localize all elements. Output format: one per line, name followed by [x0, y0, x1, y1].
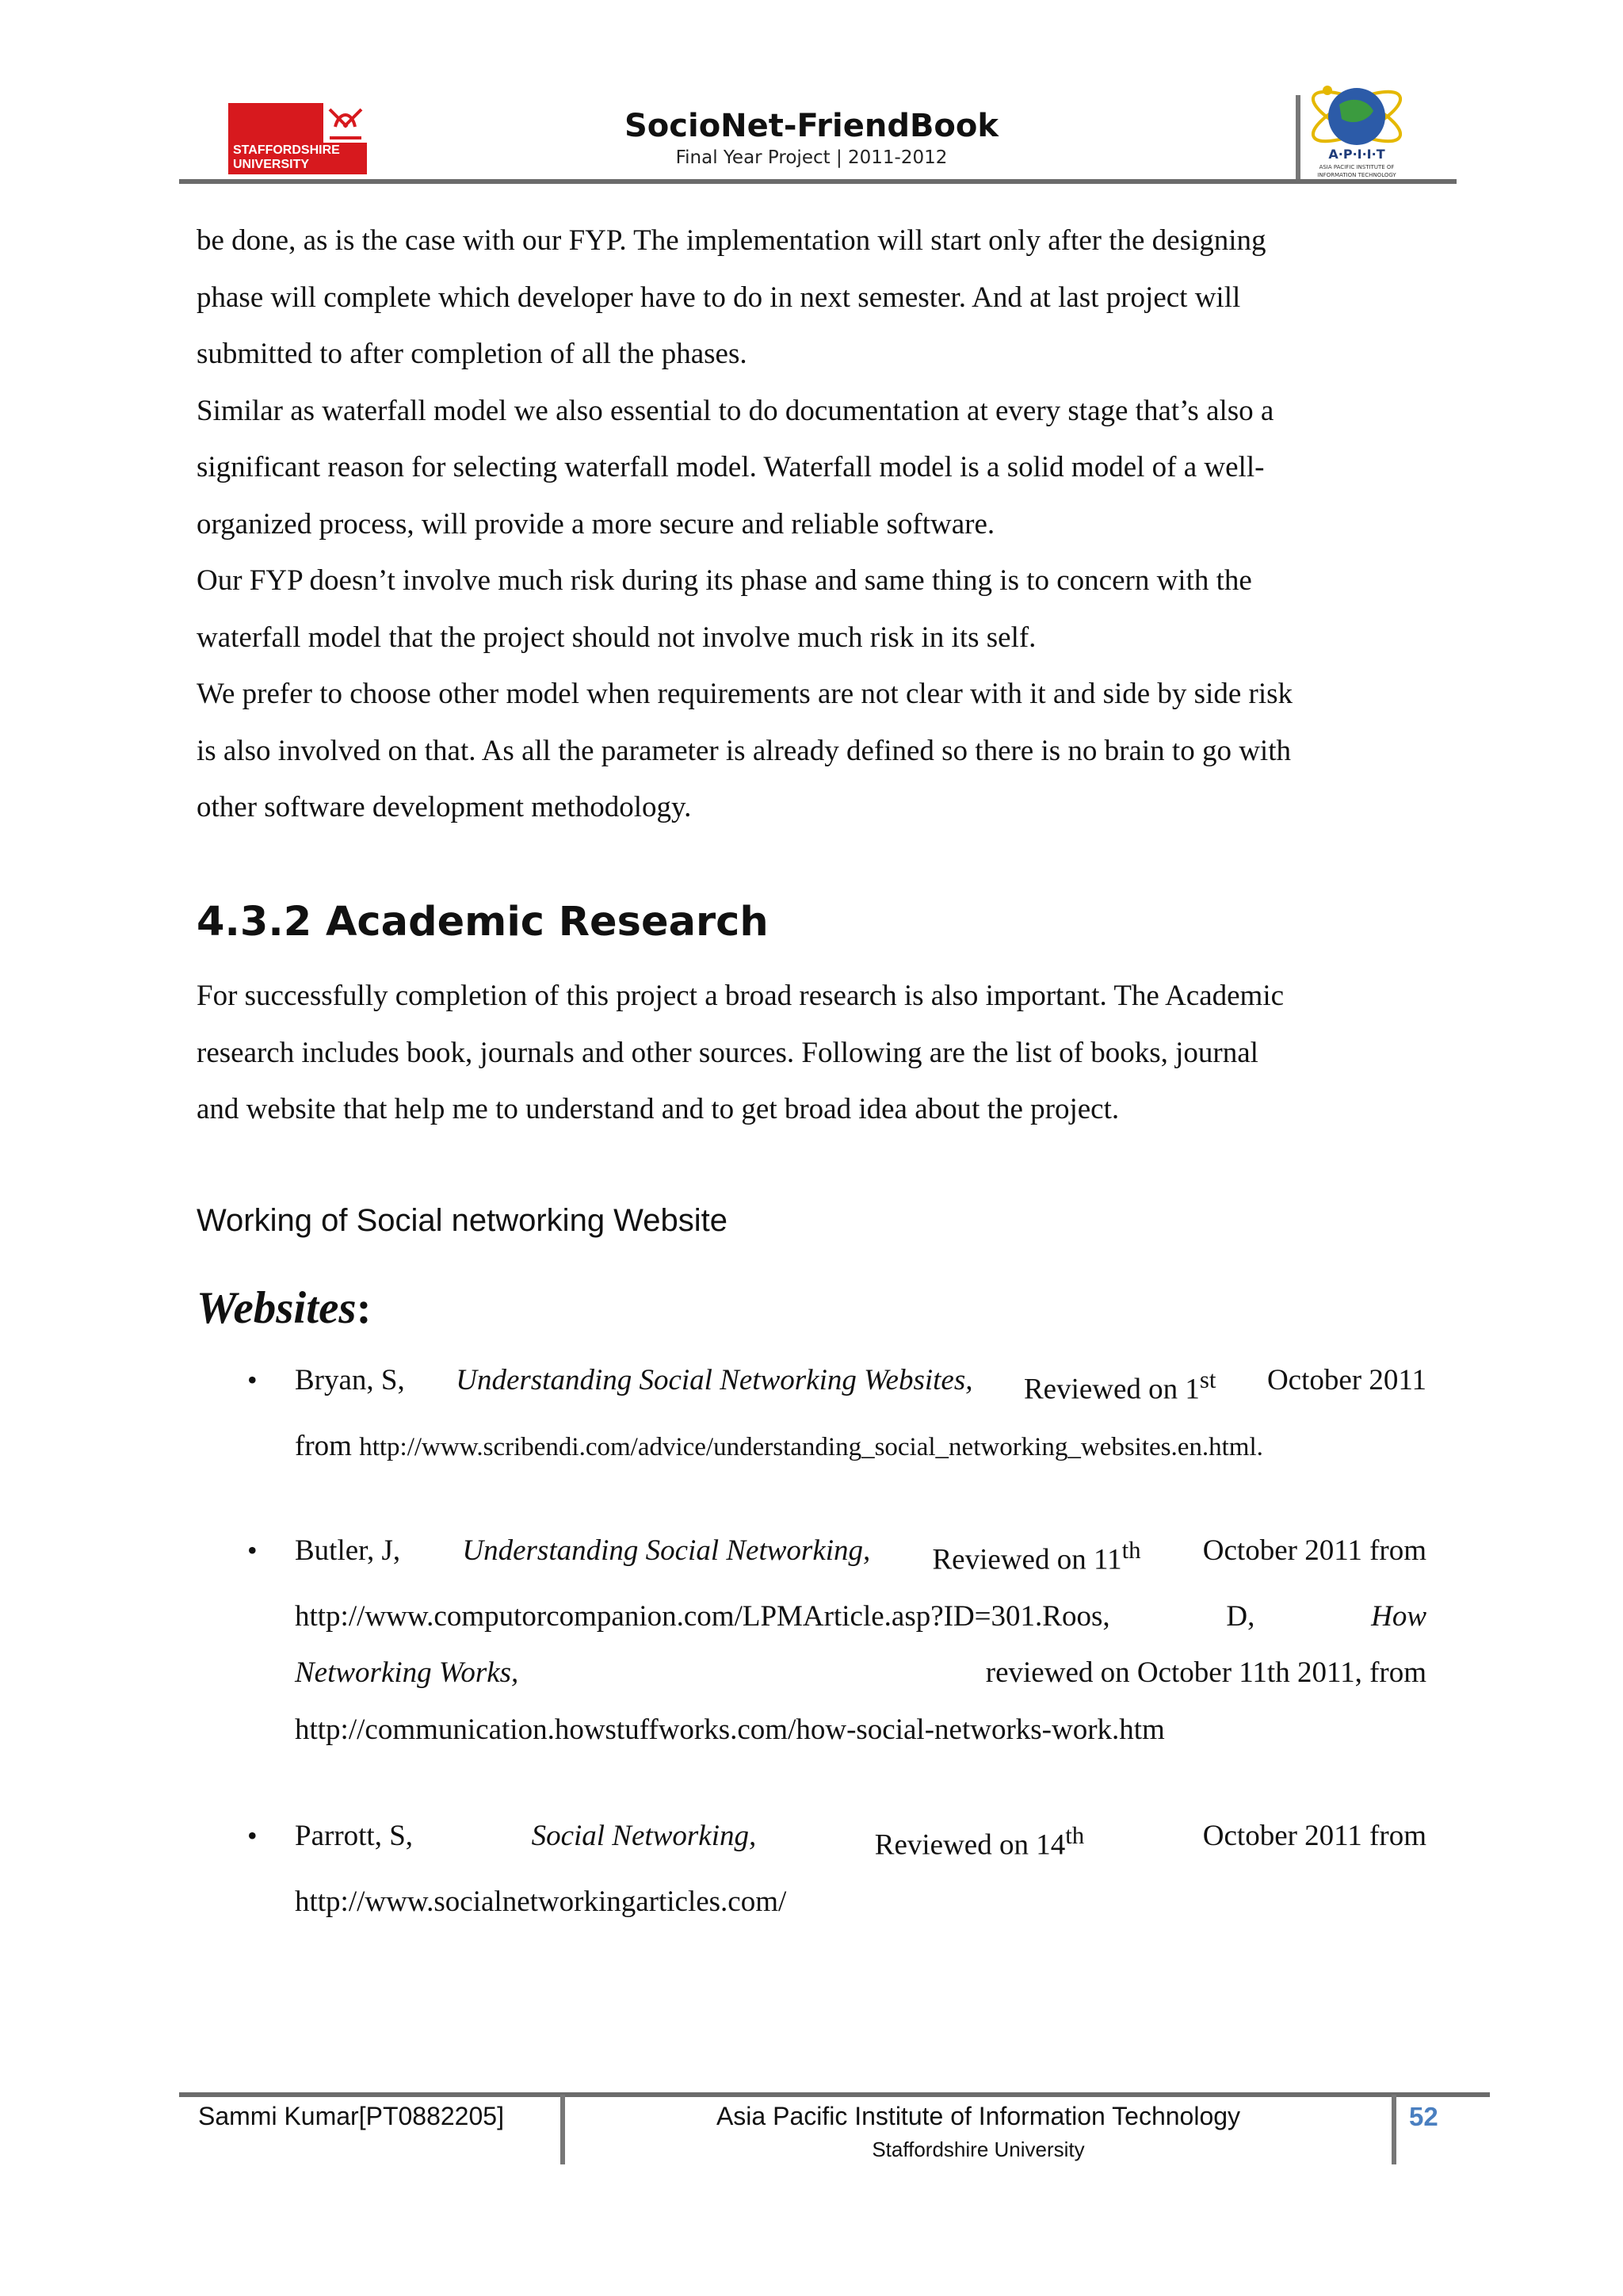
ref-date: October 2011 from [1202, 1820, 1426, 1852]
text-line: Similar as waterfall model we also essential to do documentation at every stage that’s also a [197, 394, 1274, 427]
apiit-name-line1: ASIA PACIFIC INSTITUTE OF [1319, 164, 1395, 170]
reference-item [295, 1808, 1426, 1930]
reference-line [295, 1522, 1426, 1588]
ref-author: Bryan, S, [295, 1364, 405, 1396]
text-line: We prefer to choose other model when requirements are not clear with it and side by side risk [197, 678, 1293, 710]
header-rule [179, 179, 1457, 184]
reference-line [295, 1808, 1426, 1874]
paragraph-other-model [197, 666, 1426, 836]
text-line: submitted to after completion of all the phases. [197, 338, 747, 370]
text-line: organized process, will provide a more secure and reliable software. [197, 507, 995, 541]
footer-university: Staffordshire University [872, 2137, 1085, 2161]
ref-date: October 2011 [1266, 1364, 1426, 1396]
text-line: is also involved on that. As all the parameter is already defined so there is no brain to go with [197, 734, 1291, 767]
reference-item [295, 1352, 1426, 1476]
websites-colon: : [356, 1283, 372, 1333]
ref-ordinal: th [1065, 1822, 1085, 1849]
page-number: 52 [1409, 2102, 1438, 2131]
document-subtitle: Final Year Project | 2011-2012 [675, 147, 948, 168]
ref-title2-a: How [1371, 1599, 1426, 1633]
ref-reviewed [1024, 1352, 1216, 1418]
reference-line [295, 1352, 1426, 1418]
text-line: research includes book, journals and other sources. Following are the list of books, journal [197, 1036, 1258, 1069]
ref-date: October 2011 from [1202, 1534, 1426, 1567]
ref-url2-link[interactable]: http://communication.howstuffworks.com/how-social-networks-work.htm [295, 1713, 1165, 1746]
ref-author: Parrott, S, [295, 1820, 414, 1852]
subheading: Working of Social networking Website [197, 1203, 727, 1238]
ref-title: Understanding Social Networking Websites, [456, 1364, 973, 1396]
reference-line [295, 1874, 1426, 1931]
websites-heading [197, 1282, 372, 1334]
text-line: waterfall model that the project should not involve much risk in its self. [197, 621, 1037, 654]
footer-divider [1392, 2095, 1396, 2164]
reference-line [295, 1588, 1426, 1645]
paragraph-implementation [197, 212, 1426, 383]
ref-title: Understanding Social Networking, [462, 1534, 871, 1567]
ref-url-link[interactable]: http://www.scribendi.com/advice/understanding_social_networking_websites.en.html. [359, 1432, 1263, 1461]
reference-line [295, 1645, 1426, 1702]
ref-title2-b: Networking Works, [295, 1656, 519, 1690]
apiit-name-line2: INFORMATION TECHNOLOGY [1317, 172, 1396, 178]
ref-ordinal: th [1121, 1537, 1141, 1564]
footer-institute: Asia Pacific Institute of Information Technology [716, 2102, 1241, 2130]
ref-reviewed2: reviewed on October 11th 2011, from [985, 1656, 1426, 1690]
reference-line [295, 1418, 1426, 1477]
footer-author: Sammi Kumar[PT0882205] [198, 2102, 504, 2130]
bullet-icon: • [247, 1364, 258, 1396]
ref-from: from [295, 1429, 352, 1462]
text-line: phase will complete which developer have to do in next semester. And at last project will [197, 281, 1241, 314]
apiit-logo [1304, 73, 1411, 181]
ref-author: Butler, J, [295, 1534, 401, 1567]
ref-author2: D, [1226, 1599, 1255, 1633]
paragraph-documentation [197, 383, 1426, 553]
apiit-acronym: A·P·I·I·T [1328, 147, 1385, 162]
ref-reviewed-text: Reviewed on 11 [932, 1543, 1122, 1576]
ref-ordinal: st [1199, 1366, 1216, 1393]
body-text [197, 212, 1426, 836]
bullet-icon: • [247, 1820, 258, 1851]
document-title: SocioNet-FriendBook [624, 108, 999, 144]
ref-reviewed [933, 1522, 1141, 1588]
websites-label: Websites [197, 1283, 357, 1333]
reference-item [295, 1522, 1426, 1758]
text-line: For successfully completion of this project a broad research is also important. The Academic [197, 980, 1285, 1012]
star-icon [1323, 86, 1332, 95]
logo-text-line1: STAFFORDSHIRE [233, 143, 340, 157]
text-line: and website that help me to understand and to get broad idea about the project. [197, 1093, 1120, 1125]
text-line: Our FYP doesn’t involve much risk during its phase and same thing is to concern with the [197, 564, 1252, 597]
ref-reviewed [875, 1808, 1084, 1874]
footer-rule [179, 2092, 1490, 2097]
ref-title: Social Networking, [531, 1820, 757, 1852]
logo-text-line2: UNIVERSITY [233, 158, 310, 171]
ref-reviewed-text: Reviewed on 14 [874, 1828, 1066, 1862]
paragraph-risk [197, 552, 1426, 666]
header-divider [1296, 95, 1300, 184]
bullet-icon: • [247, 1534, 258, 1566]
ref-url-link[interactable]: http://www.socialnetworkingarticles.com/ [295, 1885, 787, 1918]
ref-reviewed-text: Reviewed on 1 [1023, 1373, 1200, 1406]
text-line: be done, as is the case with our FYP. The implementation will start only after the designing [197, 224, 1266, 257]
ref-url-link[interactable]: http://www.computorcompanion.com/LPMArticle.asp?ID=301.Roos, [295, 1599, 1110, 1633]
text-line: other software development methodology. [197, 791, 692, 823]
text-line: significant reason for selecting waterfall model. Waterfall model is a solid model of a well- [197, 451, 1265, 483]
section-heading: 4.3.2 Academic Research [197, 899, 769, 946]
research-text [197, 968, 1426, 1138]
research-paragraph [197, 968, 1426, 1138]
reference-line [295, 1702, 1426, 1759]
